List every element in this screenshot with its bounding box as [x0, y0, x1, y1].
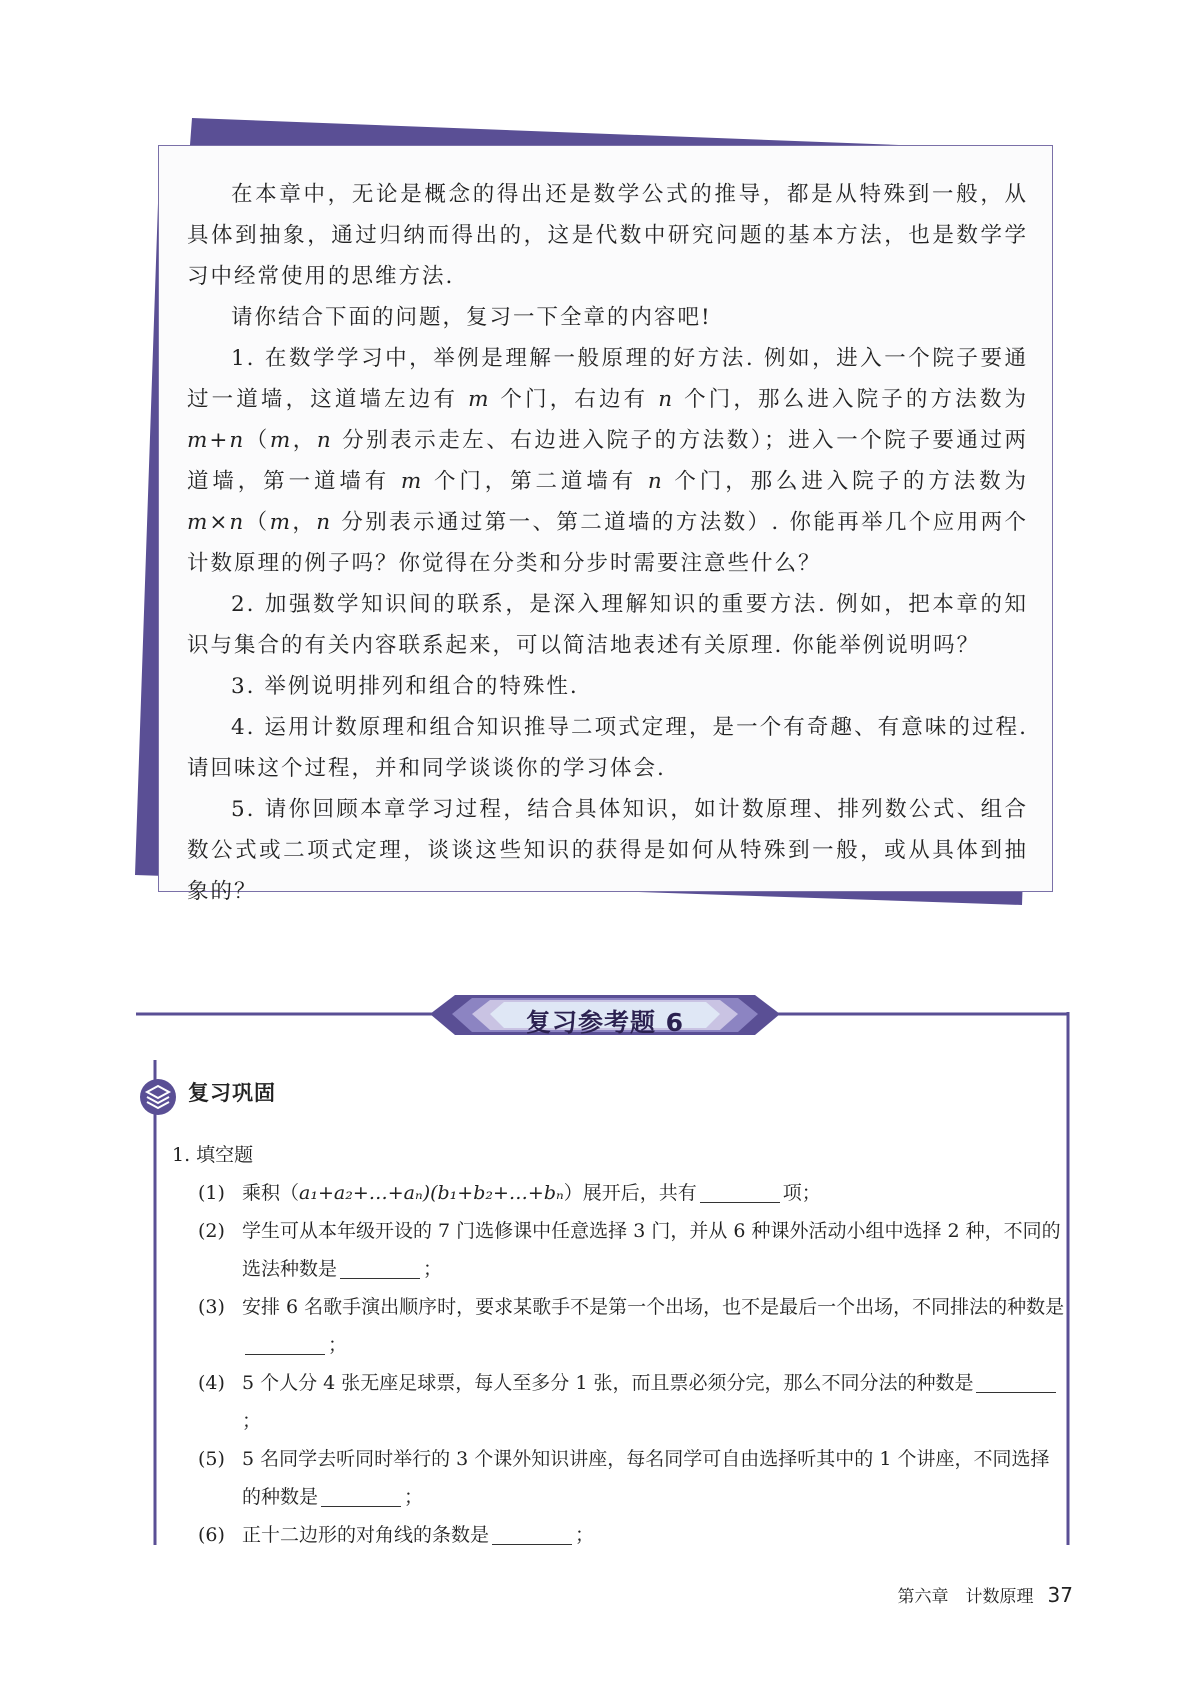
question-item: (1) 乘积（a₁+a₂+…+aₙ)(b₁+b₂+…+bₙ）展开后，共有 项；: [198, 1182, 821, 1204]
question-1-heading: 1. 填空题: [172, 1144, 254, 1166]
answer-blank[interactable]: [700, 1180, 780, 1203]
footer-chapter: 第六章 计数原理: [897, 1587, 1034, 1607]
subsection-title: 复习巩固: [188, 1081, 276, 1105]
summary-item-4: 4. 运用计数原理和组合知识推导二项式定理，是一个有奇趣、有意味的过程. 请回味这个过程，并和同学谈谈你的学习体会.: [187, 715, 1028, 781]
layers-icon: [138, 1077, 178, 1117]
answer-blank[interactable]: [976, 1370, 1056, 1393]
summary-item-1: 1. 在数学学习中，举例是理解一般原理的好方法. 例如，进入一个院子要通过一道墙，这道墙左边有 m 个门，右边有 n 个门，那么进入院子的方法数为 m+n（m，n 分别表示走左、右边进入院子的方法数）；进入一个院子要通过两道墙，第一道墙有 m 个门，第二道墙有 n 个门，那么进入院子的方法数为 m×n（m，n 分别表示通过第一、第二道墙的方法数）. 你能再举几个应用两个计数原理的例子吗？你觉得在分类和分步时需要注意些什么？: [187, 346, 1028, 576]
answer-blank[interactable]: [321, 1484, 401, 1507]
section-title: 复习参考题 6: [525, 1008, 685, 1037]
summary-para-2: 请你结合下面的问题，复习一下全章的内容吧!: [231, 305, 712, 330]
question-list: [198, 1174, 1068, 1554]
question-item: (3) 安排 6 名歌手演出顺序时，要求某歌手不是第一个出场，也不是最后一个出场，不同排法的种数是；: [198, 1296, 1065, 1356]
page-number: 37: [1047, 1583, 1073, 1607]
answer-blank[interactable]: [492, 1522, 572, 1545]
summary-para-1: 在本章中，无论是概念的得出还是数学公式的推导，都是从特殊到一般，从具体到抽象，通过归纳而得出的，这是代数中研究问题的基本方法，也是数学学习中经常使用的思维方法.: [187, 182, 1028, 289]
answer-blank[interactable]: [245, 1332, 325, 1355]
summary-item-3: 3. 举例说明排列和组合的特殊性.: [231, 674, 579, 699]
question-item: (6) 正十二边形的对角线的条数是 ；: [198, 1524, 595, 1546]
summary-item-2: 2. 加强数学知识间的联系，是深入理解知识的重要方法. 例如，把本章的知识与集合的有关内容联系起来，可以简洁地表述有关原理. 你能举例说明吗？: [187, 592, 1028, 658]
question-item: (2) 学生可从本年级开设的 7 门选修课中任意选择 3 门，并从 6 种课外活动小组中选择 2 种，不同的选法种数是 ；: [198, 1220, 1061, 1280]
answer-blank[interactable]: [340, 1256, 420, 1279]
summary-item-5: 5. 请你回顾本章学习过程，结合具体知识，如计数原理、排列数公式、组合数公式或二项式定理，谈谈这些知识的获得是如何从特殊到一般，或从具体到抽象的？: [187, 797, 1028, 904]
question-item: (5) 5 名同学去听同时举行的 3 个课外知识讲座，每名同学可自由选择听其中的 1 个讲座，不同选择的种数是 ；: [198, 1448, 1050, 1508]
question-item: (4) 5 个人分 4 张无座足球票，每人至多分 1 张，而且票必须分完，那么不同分法的种数是；: [198, 1364, 1068, 1440]
page-footer: [898, 1582, 1073, 1607]
